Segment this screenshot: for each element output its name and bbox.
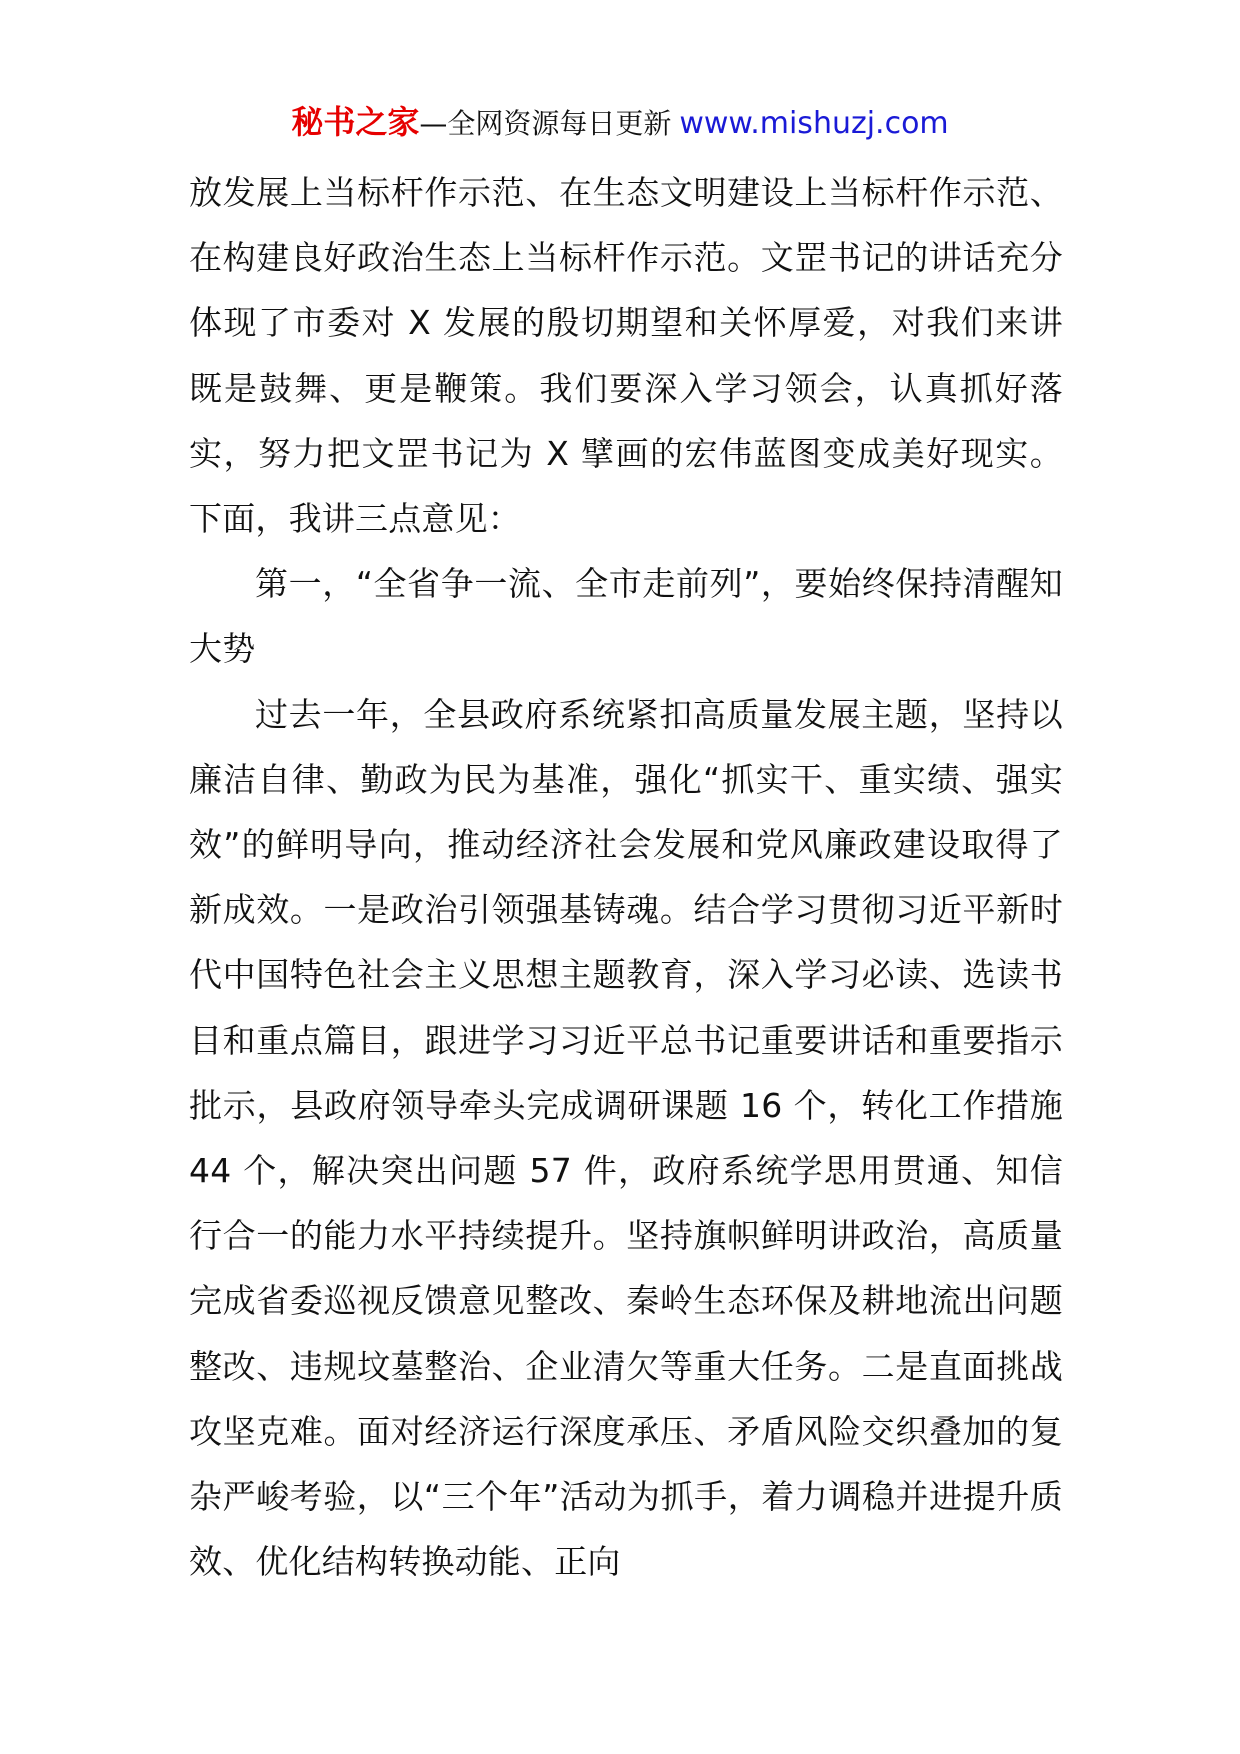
site-url[interactable]: www.mishuzj.com — [679, 106, 949, 141]
site-slogan: —全网资源每日更新 — [419, 107, 672, 140]
section-heading: 第一，“全省争一流、全市走前列”，要始终保持清醒知大势 — [189, 564, 1063, 669]
paragraph-body: 过去一年，全县政府系统紧扣高质量发展主题，坚持以廉洁自律、勤政为民为基准，强化“抓实干、重实绩、强实效”的鲜明导向，推动经济社会发展和党风廉政建设取得了新成效。一是政治引领强基铸魂。结合学习贯彻习近平新时代中国特色社会主义思想主题教育，深入学习必读、选读书目和重点篇目，跟进学习习近平总书记重要讲话和重要指示批示，县政府领导牵头完成调研课题 16 个，转化工作措施 44 个，解决突出问题 57 件，政府系统学思用贯通、知信行合一的能力水平持续提升。坚持旗帜鲜明讲政治，高质量完成省委巡视反馈意见整改、秦岭生态环保及耕地流出问题整改、违规坟墓整治、企业清欠等重大任务。二是直面挑战攻坚克难。面对经济运行深度承压、矛盾风险交织叠加的复杂严峻考验，以“三个年”活动为抓手，着力调稳并进提升质效、优化结构转换动能、正向 — [189, 694, 1063, 1582]
page-header — [0, 100, 1240, 146]
site-brand: 秘书之家 — [291, 103, 420, 141]
paragraph-continued: 放发展上当标杆作示范、在生态文明建设上当标杆作示范、在构建良好政治生态上当标杆作示范。文罡书记的讲话充分体现了市委对 X 发展的殷切期望和关怀厚爱，对我们来讲既是鼓舞、更是鞭策。我们要深入学习领会，认真抓好落实，努力把文罡书记为 X 擘画的宏伟蓝图变成美好现实。下面，我讲三点意见： — [189, 173, 1063, 539]
document-body — [189, 160, 1063, 1594]
